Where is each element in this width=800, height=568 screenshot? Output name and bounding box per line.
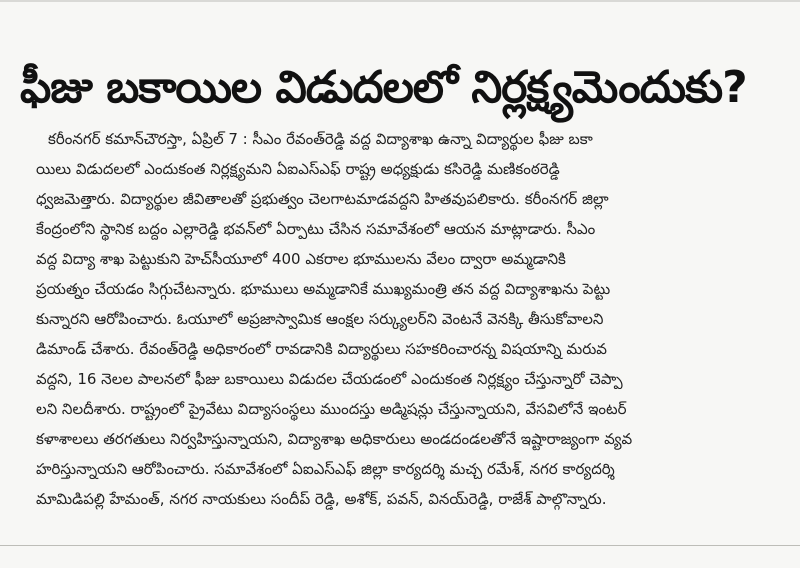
article-line: లని నిలదీశారు. రాష్ట్రంలో ప్రైవేటు విద్యాసంస్థలు ముందస్తు అడ్మిషన్లు చేస్తున్నాయని, వేసవిలోనే ఇంటర్ bbox=[36, 400, 627, 418]
article-line: ప్రయత్నం చేయడం సిగ్గుచేటన్నారు. భూములు అమ్మడానికే ముఖ్యమంత్రి తన వద్ద విద్యాశాఖను పెట్టు bbox=[36, 280, 611, 298]
bottom-divider bbox=[0, 545, 800, 546]
article-line: కళాశాలలు తరగతులు నిర్వహిస్తున్నాయని, విద్యాశాఖ అధికారులు అండదండలతోనే ఇష్టారాజ్యంగా వ్యవ bbox=[36, 430, 633, 448]
article-line: డిమాండ్ చేశారు. రేవంత్‌రెడ్డి అధికారంలో రావడానికి విద్యార్థులు సహకరించారన్న విషయాన్ని మరువ bbox=[36, 340, 607, 358]
article-line: హరిస్తున్నాయని ఆరోపించారు. సమావేశంలో ఏఐఎస్ఎఫ్ జిల్లా కార్యదర్శి మచ్చ రమేశ్, నగర కార్యదర్శి bbox=[36, 460, 615, 478]
article-line: యిలు విడుదలలో ఎందుకంత నిర్లక్ష్యమని ఏఐఎస్ఎఫ్ రాష్ట్ర అధ్యక్షుడు కసిరెడ్డి మణికంఠరెడ్డి bbox=[36, 160, 560, 178]
article-line: వద్దని, 16 నెలల పాలనలో ఫీజు బకాయిలు విడుదల చేయడంలో ఎందుకంత నిర్లక్ష్యం చేస్తున్నారో చెప్పా bbox=[36, 370, 623, 388]
headline: ఫీజు బకాయిల విడుదలలో నిర్లక్ష్యమెందుకు? bbox=[20, 62, 747, 113]
article-line: మామిడిపల్లి హేమంత్, నగర నాయకులు సందీప్ రెడ్డి, అశోక్, పవన్, వినయ్‌రెడ్డి, రాజేశ్ పాల్గొన్నారు. bbox=[36, 490, 607, 508]
article-line: కేంద్రంలోని స్థానిక బద్దం ఎల్లారెడ్డి భవన్‌లో ఏర్పాటు చేసిన సమావేశంలో ఆయన మాట్లాడారు. సీఎం bbox=[36, 220, 596, 238]
article-body bbox=[36, 124, 800, 514]
article-line: వద్ద విద్యా శాఖ పెట్టుకుని హెచ్‌సీయూలో 400 ఎకరాల భూములను వేలం ద్వారా అమ్మడానికి bbox=[36, 250, 566, 268]
article-line: కున్నారని ఆరోపించారు. ఓయూలో అప్రజాస్వామిక ఆంక్షల సర్క్యులర్‌ని వెంటనే వెనక్కి తీసుకోవాలని bbox=[36, 310, 604, 328]
article-line: కరీంనగర్ కమాన్‌చౌరస్తా, ఏప్రిల్ 7 : సీఎం రేవంత్‌రెడ్డి వద్ద విద్యాశాఖ ఉన్నా విద్యార్థుల ఫీజు బకా bbox=[48, 130, 593, 148]
article-line: ధ్వజమెత్తారు. విద్యార్థుల జీవితాలతో ప్రభుత్వం చెలగాటమాడవద్దని హితవుపలికారు. కరీంనగర్ జిల్లా bbox=[36, 190, 609, 208]
top-divider bbox=[0, 0, 800, 2]
